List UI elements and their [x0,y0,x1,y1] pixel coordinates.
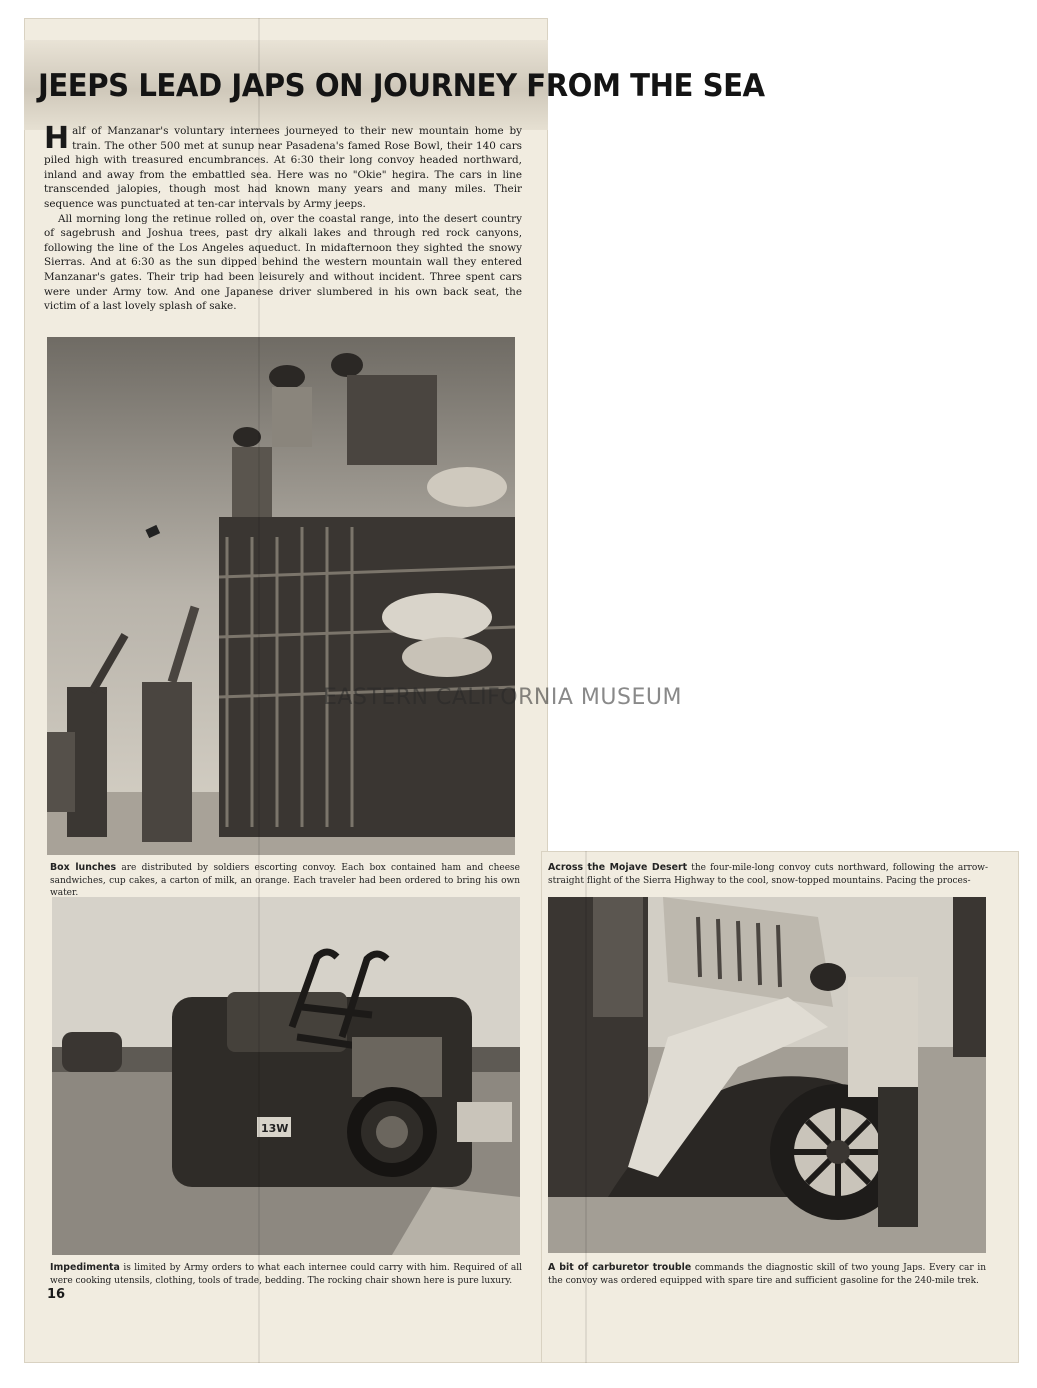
caption-mojave [548,862,988,887]
photo-box-lunches [47,337,515,855]
caption-4-text: commands the diagnostic skill of two young Japs. Every car in the convoy was ordered equipped with spare tire and sufficient gasoline for the 240-mile trek. [548,1263,986,1286]
headline: JEEPS LEAD JAPS ON JOURNEY FROM THE SEA [38,68,765,104]
caption-1-text: are distributed by soldiers escorting convoy. Each box contained ham and cheese sandwiches, cup cakes, a carton of milk, an orange. Each traveler had been ordered to bring his own water. [50,863,520,898]
fold-crease [258,18,260,1363]
caption-4-lead: A bit of carburetor trouble [548,1262,692,1273]
drop-cap: H [44,121,70,156]
caption-impedimenta [50,1262,522,1287]
caption-1-lead: Box lunches [50,862,117,873]
caption-3-text: the four-mile-long convoy cuts northward, following the arrow-straight flight of the Sierra Highway to the cool, snow-topped mountains. Pacing the proces- [548,863,988,886]
paragraph-2: All morning long the retinue rolled on, over the coastal range, into the desert country of sagebrush and Joshua trees, past dry alkali lakes and through red rock canyons, following the line of the Los Angeles aqueduct. In midafternoon they sighted the snowy Sierras. And at 6:30 as the sun dipped behind the western mountain wall they entered Manzanar's gates. Their trip had been leisurely and without incident. Three spent cars were under Army tow. And one Japanese driver slumbered in his own back seat, the victim of a last lovely splash of sake. [44,212,522,313]
caption-carburetor [548,1262,986,1287]
article-body [44,121,522,314]
caption-3-lead: Across the Mojave Desert [548,862,688,873]
photo-carburetor-trouble [548,897,986,1253]
license-plate-text: 13W [261,1122,289,1135]
fold-crease-right [585,851,587,1363]
paragraph-1 [44,121,522,212]
caption-2-lead: Impedimenta [50,1262,120,1273]
page-number: 16 [47,1287,66,1302]
caption-2-text: is limited by Army orders to what each internee could carry with him. Required of all were cooking utensils, clothing, tools of trade, bedding. The rocking chair shown here is pure luxury. [50,1263,522,1286]
paragraph-1-text: alf of Manzanar's voluntary internees journeyed to their new mountain home by train. The other 500 met at sunup near Pasadena's famed Rose Bowl, their 140 cars piled high with treasured encumbrances. At 6:30 their long convoy headed northward, inland and away from the embattled sea. Here was no "Okie" hegira. The cars in line transcended jalopies, though most had known many years and many miles. Their sequence was punctuated at ten-car intervals by Army jeeps. [44,125,522,210]
caption-box-lunches [50,862,520,900]
photo-impedimenta [52,897,520,1255]
watermark: EASTERN CALIFORNIA MUSEUM [323,685,682,710]
